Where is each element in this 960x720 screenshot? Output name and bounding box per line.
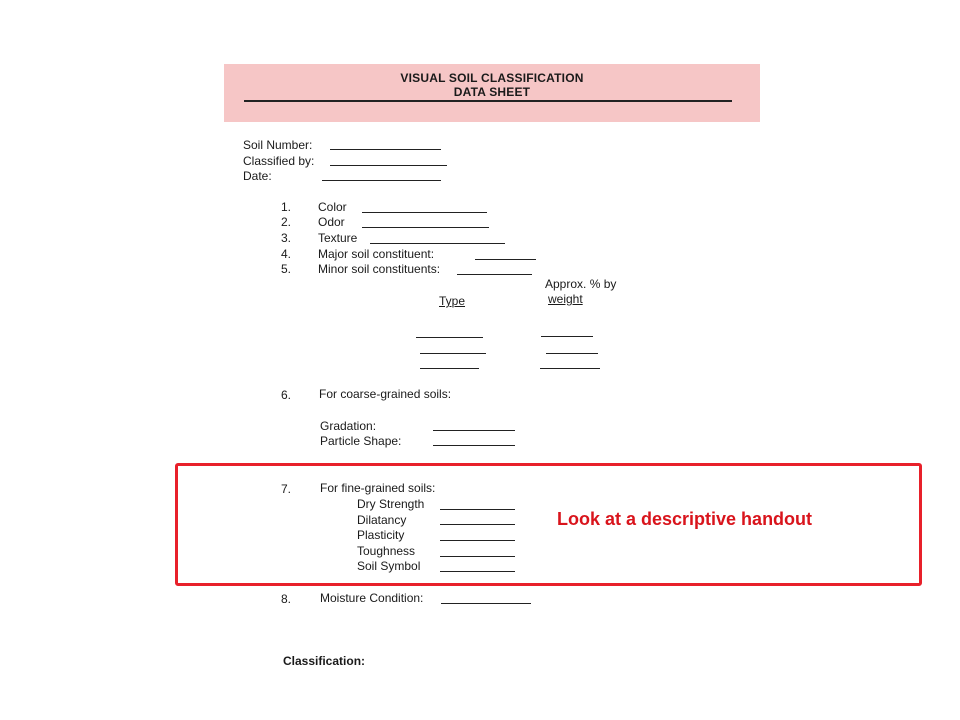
callout-box <box>175 463 922 586</box>
type-blank-3[interactable] <box>420 368 479 369</box>
item-1-label: Color <box>318 200 347 214</box>
moisture-condition-blank[interactable] <box>441 603 531 604</box>
header-rule <box>244 100 732 102</box>
item-2-label: Odor <box>318 215 345 229</box>
sheet-subtitle: DATA SHEET <box>453 85 531 99</box>
particle-shape-blank[interactable] <box>433 445 515 446</box>
type-col-header: Type <box>439 294 466 308</box>
item-8-num: 8. <box>281 592 292 606</box>
item-5-num: 5. <box>281 262 292 276</box>
weight-col-header-2: weight <box>548 292 583 306</box>
classified-by-label: Classified by: <box>243 154 315 168</box>
weight-col-header-1: Approx. % by <box>545 277 617 291</box>
type-blank-2[interactable] <box>420 353 486 354</box>
date-blank[interactable] <box>322 180 441 181</box>
plasticity-label: Plasticity <box>357 528 405 542</box>
item-3-num: 3. <box>281 231 292 245</box>
item-2-num: 2. <box>281 215 292 229</box>
dilatancy-label: Dilatancy <box>357 513 407 527</box>
item-4-label: Major soil constituent: <box>318 247 435 261</box>
classified-by-blank[interactable] <box>330 165 447 166</box>
color-blank[interactable] <box>362 212 487 213</box>
item-4-num: 4. <box>281 247 292 261</box>
item-3-label: Texture <box>318 231 358 245</box>
dry-strength-label: Dry Strength <box>357 497 425 511</box>
date-label: Date: <box>243 169 272 183</box>
classification-label: Classification: <box>283 654 366 668</box>
soil-number-blank[interactable] <box>330 149 441 150</box>
item-6-num: 6. <box>281 388 292 402</box>
minor-constituents-blank[interactable] <box>457 274 532 275</box>
item-7-num: 7. <box>281 482 292 496</box>
gradation-label: Gradation: <box>320 419 377 433</box>
toughness-label: Toughness <box>357 544 416 558</box>
item-1-num: 1. <box>281 200 292 214</box>
major-constituent-blank[interactable] <box>475 259 536 260</box>
particle-shape-label: Particle Shape: <box>320 434 402 448</box>
header-band <box>224 64 760 122</box>
weight-blank-2[interactable] <box>546 353 598 354</box>
odor-blank[interactable] <box>362 227 489 228</box>
weight-blank-3[interactable] <box>540 368 600 369</box>
texture-blank[interactable] <box>370 243 505 244</box>
weight-blank-1[interactable] <box>541 336 593 337</box>
item-5-label: Minor soil constituents: <box>318 262 441 276</box>
sheet-title: VISUAL SOIL CLASSIFICATION <box>400 71 584 85</box>
gradation-blank[interactable] <box>433 430 515 431</box>
type-blank-1[interactable] <box>416 337 483 338</box>
moisture-condition-label: Moisture Condition: <box>320 591 424 605</box>
callout-text: Look at a descriptive handout <box>557 509 813 529</box>
soil-number-label: Soil Number: <box>243 138 313 152</box>
coarse-grained-heading: For coarse-grained soils: <box>319 387 452 401</box>
soil-symbol-label: Soil Symbol <box>357 559 421 573</box>
fine-grained-heading: For fine-grained soils: <box>320 481 436 495</box>
